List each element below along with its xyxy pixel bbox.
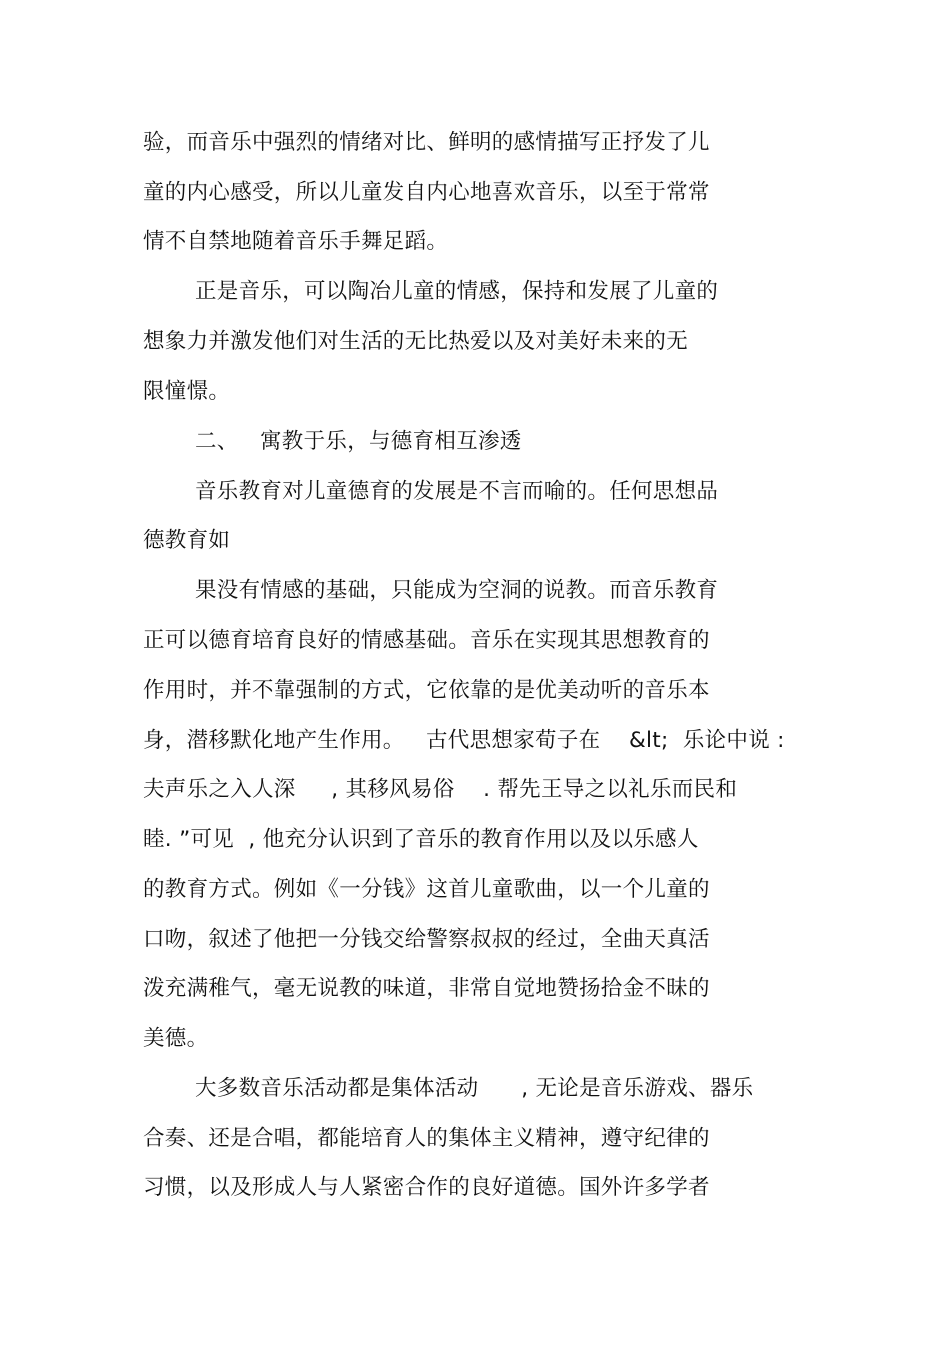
paragraph-first-line: 果没有情感的基础，只能成为空洞的说教。而音乐教育 [195, 578, 719, 603]
text-line: 睦. ”可见 , 他充分认识到了音乐的教育作用以及以乐感人 [143, 827, 699, 852]
text-line: 正可以德育培育良好的情感基础。音乐在实现其思想教育的 [143, 628, 710, 653]
text-line: 验，而音乐中强烈的情绪对比、鲜明的感情描写正抒发了儿 [143, 130, 710, 155]
text-line: 美德。 [143, 1026, 209, 1051]
text-line: 作用时，并不靠强制的方式，它依靠的是优美动听的音乐本 [143, 678, 710, 703]
text-line: 想象力并激发他们对生活的无比热爱以及对美好未来的无 [143, 329, 689, 354]
text-line: 身，潜移默化地产生作用。 古代思想家荀子在 &lt; 乐论中说 : [143, 728, 785, 753]
text-line: 情不自禁地随着音乐手舞足蹈。 [143, 229, 449, 254]
text-line: 习惯，以及形成人与人紧密合作的良好道德。国外许多学者 [143, 1175, 710, 1200]
text-line: 的教育方式。例如《一分钱》这首儿童歌曲，以一个儿童的 [143, 877, 710, 902]
paragraph-first-line: 大多数音乐活动都是集体活动 , 无论是音乐游戏、器乐 [195, 1076, 754, 1101]
text-line: 口吻，叙述了他把一分钱交给警察叔叔的经过，全曲天真活 [143, 927, 710, 952]
text-line: 童的内心感受，所以儿童发自内心地喜欢音乐，以至于常常 [143, 180, 710, 205]
paragraph-first-line: 正是音乐，可以陶冶儿童的情感，保持和发展了儿童的 [195, 279, 719, 304]
text-line: 限憧憬。 [143, 379, 231, 404]
section-heading: 二、 寓教于乐，与德育相互渗透 [195, 429, 522, 454]
text-line: 泼充满稚气，毫无说教的味道，非常自觉地赞扬拾金不昧的 [143, 976, 710, 1001]
text-line: 德教育如 [143, 528, 231, 553]
paragraph-first-line: 音乐教育对儿童德育的发展是不言而喻的。任何思想品 [195, 479, 719, 504]
text-line: 合奏、还是合唱，都能培育人的集体主义精神，遵守纪律的 [143, 1126, 710, 1151]
text-line: 夫声乐之入人深 , 其移风易俗 . 帮先王导之以礼乐而民和 [143, 777, 738, 802]
